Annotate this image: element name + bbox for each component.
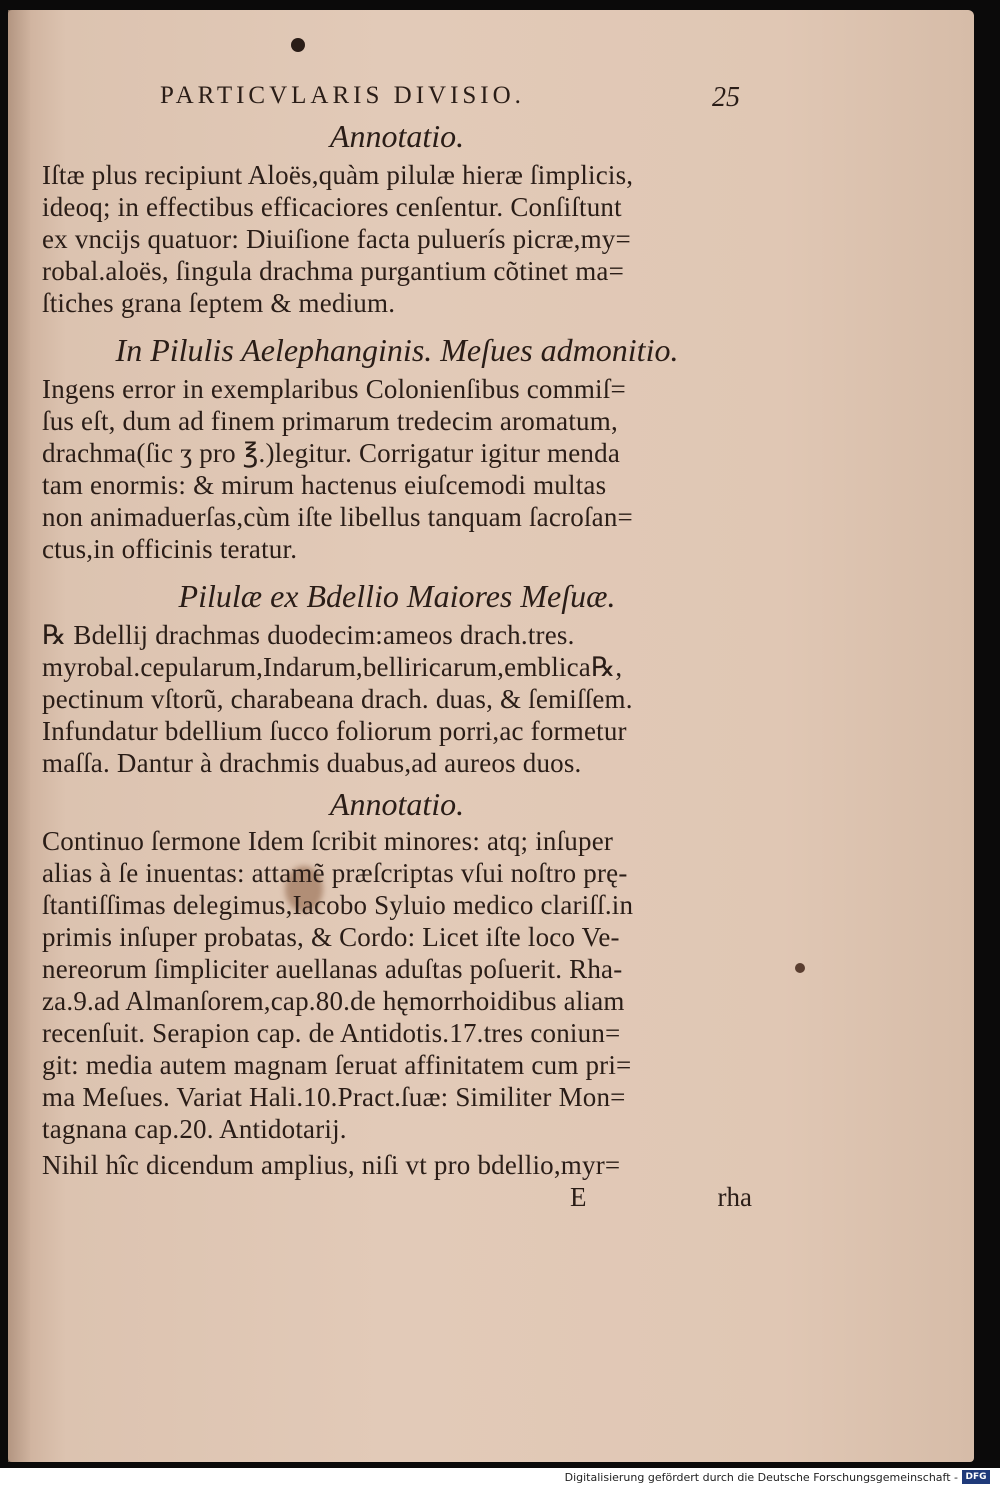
text-line: primis inſuper probatas, & Cordo: Licet iſte loco Ve- xyxy=(42,922,620,952)
text-line: ſtiches grana ſeptem & medium. xyxy=(42,288,396,318)
text-line: drachma(ſic ʒ pro ℥.)legitur. Corrigatur igitur menda xyxy=(42,438,621,468)
text-line: maſſa. Dantur à drachmis duabus,ad aureos duos. xyxy=(42,748,582,778)
text-line: Infundatur bdellium ſucco foliorum porri,ac formetur xyxy=(42,716,627,746)
text-line: ſtantiſſimas delegimus,Iacobo Syluio medico clariſſ.in xyxy=(42,890,634,920)
dfg-logo: DFG xyxy=(962,1470,990,1484)
section-heading: In Pilulis Aelephanginis. Meſues admonitio. xyxy=(115,332,679,368)
text-line: Nihil hîc dicendum amplius, niſi vt pro bdellio,myr= xyxy=(42,1150,621,1180)
ink-spot xyxy=(291,38,305,52)
text-line: recenſuit. Serapion cap. de Antidotis.17.tres coniun= xyxy=(42,1018,621,1048)
text-line: ma Meſues. Variat Hali.10.Pract.ſuæ: Similiter Mon= xyxy=(42,1082,626,1112)
section-heading: Annotatio. xyxy=(329,118,465,154)
page-number: 25 xyxy=(712,82,740,113)
page-header xyxy=(160,82,740,116)
text-line: za.9.ad Almanſorem,cap.80.de hęmorrhoidibus aliam xyxy=(42,986,625,1016)
text-line: myrobal.cepularum,Indarum,belliricarum,emblica℞, xyxy=(42,652,623,682)
text-line: alias à ſe inuentas: attamẽ præſcriptas vſui noſtro prę- xyxy=(42,858,628,888)
text-line: ex vncijs quatuor: Diuiſione facta puluerís picræ,my= xyxy=(42,224,631,254)
text-line: pectinum vſtorũ, charabeana drach. duas, & ſemiſſem. xyxy=(42,684,633,714)
digitization-credit: Digitalisierung gefördert durch die Deutsche Forschungsgemeinschaft - xyxy=(564,1471,958,1484)
section-heading: Annotatio. xyxy=(329,786,465,822)
signature-mark: E xyxy=(570,1182,587,1212)
section-heading: Pilulæ ex Bdellio Maiores Meſuæ. xyxy=(178,578,616,614)
catchword: rha xyxy=(717,1182,752,1212)
text-line: nereorum ſimpliciter auellanas aduſtas poſuerit. Rha- xyxy=(42,954,623,984)
page-foot xyxy=(560,1182,760,1216)
text-line: robal.aloës, ſingula drachma purgantium cõtinet ma= xyxy=(42,256,625,286)
text-line: Iſtæ plus recipiunt Aloës,quàm pilulæ hieræ ſimplicis, xyxy=(42,160,634,190)
ink-spot xyxy=(795,963,805,973)
text-line: tagnana cap.20. Antidotarij. xyxy=(42,1114,347,1144)
running-head: PARTICVLARIS DIVISIO. xyxy=(160,82,525,109)
text-line: Ingens error in exemplaribus Colonienſibus commiſ= xyxy=(42,374,626,404)
text-line: git: media autem magnam ſeruat affinitatem cum pri= xyxy=(42,1050,632,1080)
text-line: ℞ Bdellij drachmas duodecim:ameos drach.tres. xyxy=(42,620,575,650)
text-line: ſus eſt, dum ad finem primarum tredecim aromatum, xyxy=(42,406,618,436)
text-line: ideoq; in effectibus efficaciores cenſentur. Conſiſtunt xyxy=(42,192,622,222)
text-line: non animaduerſas,cùm iſte libellus tanquam ſacroſan= xyxy=(42,502,633,532)
page-gutter xyxy=(8,10,30,1462)
text-line: Continuo ſermone Idem ſcribit minores: atq; inſuper xyxy=(42,826,614,856)
text-line: ctus,in officinis teratur. xyxy=(42,534,298,564)
text-line: tam enormis: & mirum hactenus eiuſcemodi multas xyxy=(42,470,607,500)
